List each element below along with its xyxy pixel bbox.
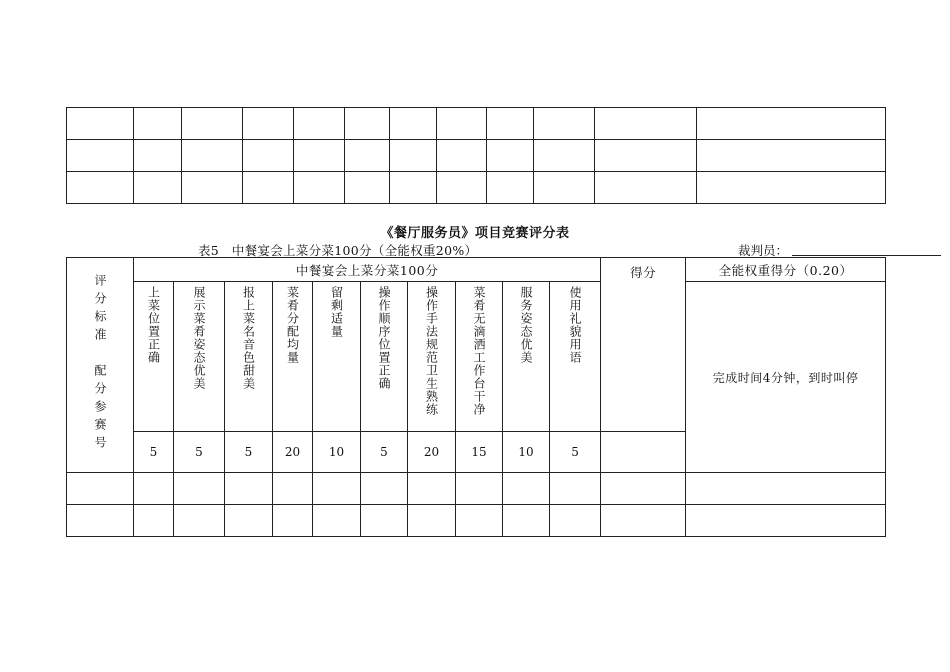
table-cell[interactable] [345, 140, 390, 172]
table-cell[interactable] [345, 108, 390, 140]
table-cell[interactable] [595, 172, 697, 204]
table-cell[interactable] [697, 172, 886, 204]
points-cell: 20 [408, 432, 456, 473]
points-cell: 5 [550, 432, 601, 473]
table-cell[interactable] [67, 473, 134, 505]
table-cell[interactable] [174, 473, 225, 505]
criterion-cell [313, 282, 361, 432]
table-cell[interactable] [361, 505, 408, 537]
table-cell[interactable] [390, 108, 437, 140]
score-input-cell[interactable] [601, 432, 686, 473]
table-cell[interactable] [273, 505, 313, 537]
criterion-label: 菜肴分配均量 [285, 286, 300, 364]
points-cell: 5 [361, 432, 408, 473]
table-cell[interactable] [437, 140, 487, 172]
table-cell[interactable] [595, 140, 697, 172]
table-subtitle: 表5 中餐宴会上菜分菜100分（全能权重20%） [198, 243, 478, 258]
criterion-label: 留剩适量 [329, 286, 344, 338]
table-cell[interactable] [273, 473, 313, 505]
table-cell[interactable] [503, 473, 550, 505]
table-cell[interactable] [390, 172, 437, 204]
criterion-label: 操作顺序位置正确 [377, 286, 391, 390]
table-cell[interactable] [487, 108, 534, 140]
criterion-cell [361, 282, 408, 432]
weighted-header-cell [686, 258, 886, 282]
table-cell[interactable] [225, 473, 273, 505]
table-cell[interactable] [550, 505, 601, 537]
criterion-label: 使用礼貌用语 [568, 286, 583, 364]
table-cell[interactable] [294, 108, 345, 140]
table-cell[interactable] [182, 140, 243, 172]
table-cell[interactable] [437, 172, 487, 204]
criterion-label: 操作手法规范卫生熟练 [424, 286, 439, 416]
criterion-label: 报上菜名音色甜美 [241, 286, 256, 390]
table-cell[interactable] [408, 473, 456, 505]
note-cell [686, 282, 886, 473]
table-cell[interactable] [534, 140, 595, 172]
table-cell[interactable] [134, 140, 182, 172]
points-cell: 15 [456, 432, 503, 473]
judge-label: 裁判员： [738, 243, 789, 258]
table-cell[interactable] [134, 172, 182, 204]
table-cell[interactable] [243, 108, 294, 140]
criterion-cell [408, 282, 456, 432]
criterion-cell [225, 282, 273, 432]
judge-signature-line[interactable] [792, 255, 941, 256]
previous-score-table-body [67, 108, 886, 204]
previous-score-table [66, 107, 886, 204]
criterion-cell [273, 282, 313, 432]
row-label-cell [67, 258, 134, 473]
criterion-cell [174, 282, 225, 432]
table-cell[interactable] [534, 108, 595, 140]
table-cell[interactable] [601, 473, 686, 505]
table-cell[interactable] [697, 140, 886, 172]
table-cell[interactable] [134, 108, 182, 140]
table-cell[interactable] [686, 473, 886, 505]
points-cell: 5 [134, 432, 174, 473]
header-row [67, 258, 886, 282]
criterion-cell [503, 282, 550, 432]
points-cell: 10 [503, 432, 550, 473]
table-cell[interactable] [67, 172, 134, 204]
table-cell[interactable] [487, 140, 534, 172]
score-header-cell [601, 258, 686, 432]
table-row [67, 172, 886, 204]
table-cell[interactable] [182, 108, 243, 140]
table-cell[interactable] [487, 172, 534, 204]
table-cell[interactable] [408, 505, 456, 537]
criterion-label: 服务姿态优美 [519, 286, 533, 364]
table-cell[interactable] [601, 505, 686, 537]
table-cell[interactable] [697, 108, 886, 140]
criterion-cell [550, 282, 601, 432]
table-cell[interactable] [294, 172, 345, 204]
table-cell[interactable] [456, 473, 503, 505]
table-cell[interactable] [243, 140, 294, 172]
table-cell[interactable] [313, 505, 361, 537]
table-cell[interactable] [225, 505, 273, 537]
table-cell[interactable] [550, 473, 601, 505]
row-label: 评分标准 配分参赛号 [93, 273, 107, 454]
table-row [67, 505, 886, 537]
table-cell[interactable] [456, 505, 503, 537]
table-cell[interactable] [182, 172, 243, 204]
points-cell: 20 [273, 432, 313, 473]
section-header: 中餐宴会上菜分菜100分 [295, 262, 439, 278]
weighted-score-header: 全能权重得分（0.20） [718, 262, 853, 278]
criteria-row [67, 282, 886, 432]
table-row [67, 140, 886, 172]
table-cell[interactable] [67, 505, 134, 537]
criterion-label: 展示菜肴姿态优美 [192, 286, 206, 390]
table-cell[interactable] [503, 505, 550, 537]
table-cell[interactable] [294, 140, 345, 172]
table-cell[interactable] [174, 505, 225, 537]
score-header: 得分 [630, 265, 657, 280]
points-cell: 5 [225, 432, 273, 473]
table-cell[interactable] [390, 140, 437, 172]
table-cell[interactable] [595, 108, 697, 140]
table-cell[interactable] [534, 172, 595, 204]
points-cell: 5 [174, 432, 225, 473]
table-cell[interactable] [134, 505, 174, 537]
table-cell[interactable] [313, 473, 361, 505]
time-limit-note: 完成时间4分钟，到时叫停 [712, 370, 859, 385]
criterion-label: 菜肴无滴洒工作台干净 [472, 286, 486, 416]
score-table [66, 257, 886, 537]
table-cell[interactable] [686, 505, 886, 537]
table-cell[interactable] [361, 473, 408, 505]
criterion-cell [456, 282, 503, 432]
table-row [67, 108, 886, 140]
table-cell[interactable] [243, 172, 294, 204]
table-cell[interactable] [345, 172, 390, 204]
table-row [67, 473, 886, 505]
document-title: 《餐厅服务员》项目竞赛评分表 [380, 226, 570, 241]
section-header-cell [134, 258, 601, 282]
table-cell[interactable] [67, 140, 134, 172]
table-cell[interactable] [134, 473, 174, 505]
criterion-label: 上菜位置正确 [146, 286, 161, 364]
points-cell: 10 [313, 432, 361, 473]
table-cell[interactable] [67, 108, 134, 140]
score-table-body [67, 258, 886, 537]
criterion-cell [134, 282, 174, 432]
table-cell[interactable] [437, 108, 487, 140]
